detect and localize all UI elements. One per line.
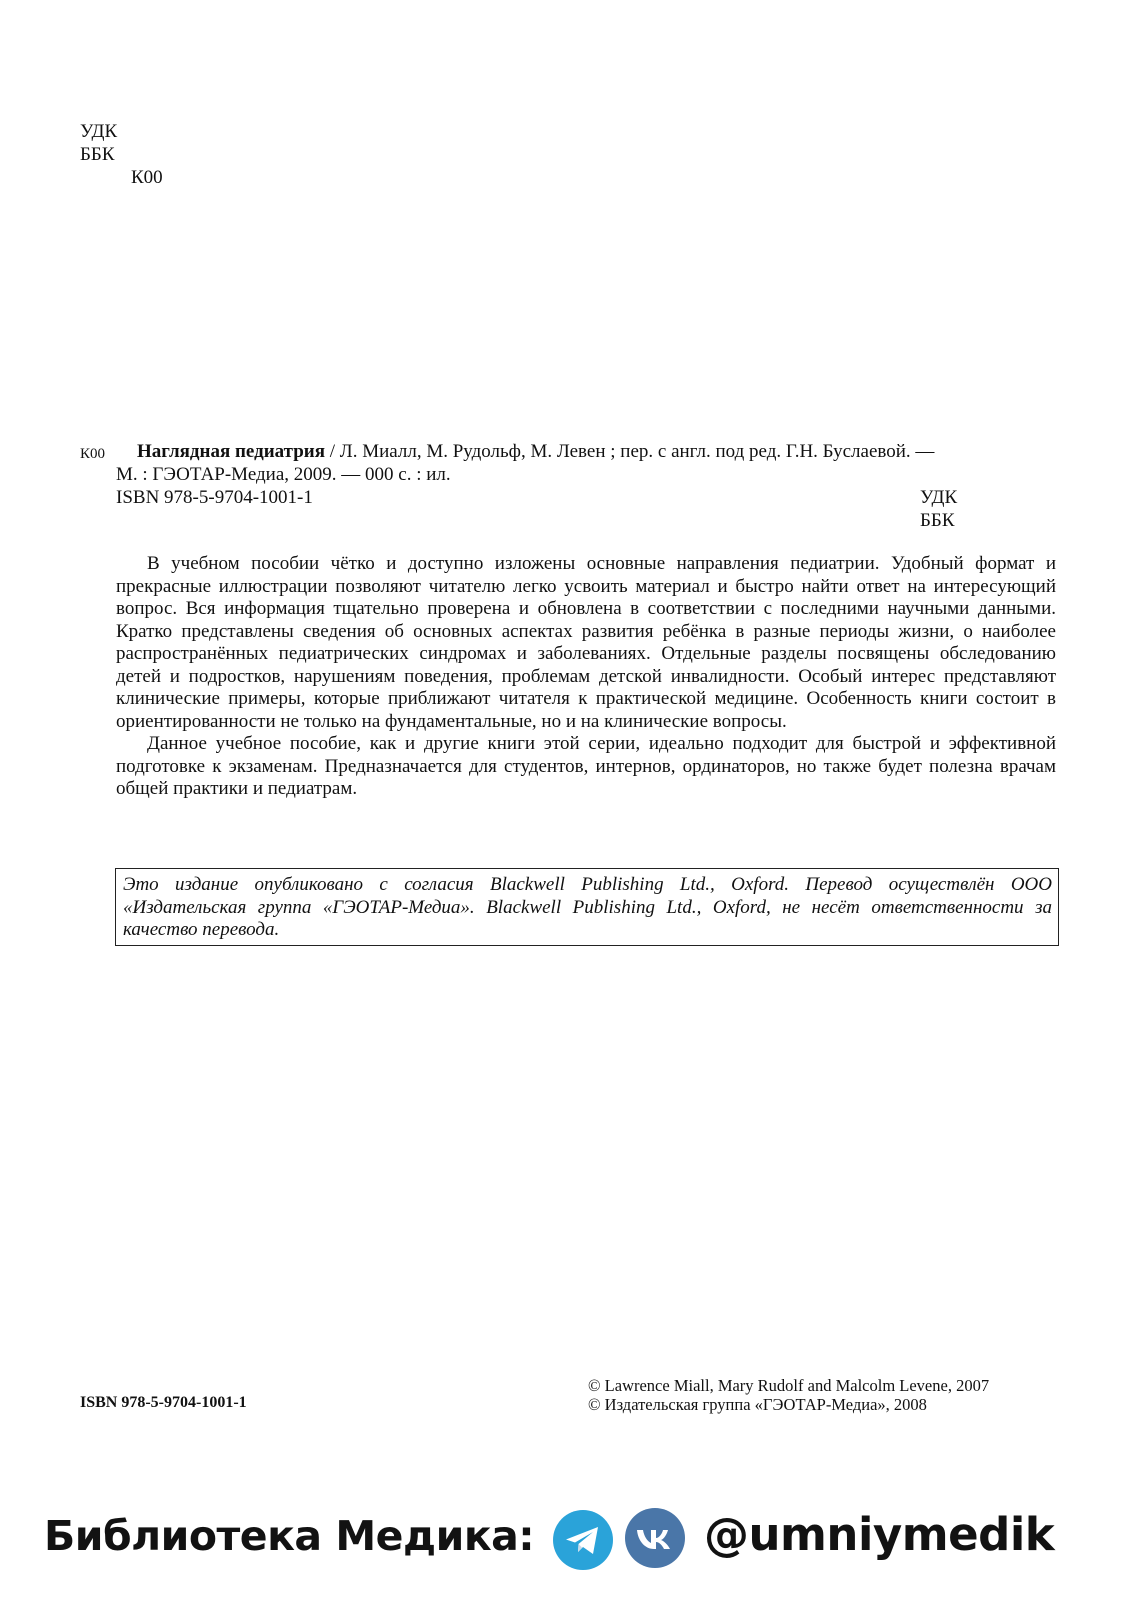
biblio-line-3: [116, 486, 1056, 509]
book-title: Наглядная педиатрия: [137, 441, 326, 462]
bibliographic-record: [116, 440, 1056, 532]
bbk-label: ББК: [80, 144, 115, 165]
biblio-line-2: М. : ГЭОТАР-Медиа, 2009. — 000 с. : ил.: [116, 464, 451, 485]
annotation: [116, 553, 1056, 801]
copyright-translation: © Издательская группа «ГЭОТАР-Медиа», 2008: [588, 1395, 927, 1414]
library-label: Библиотека Медика:: [44, 1512, 535, 1560]
annotation-paragraph-2: Данное учебное пособие, как и другие книги этой серии, идеально подходит для быстрой и эффективной подготовке к экзаменам. Предназначается для студентов, интернов, ординаторов, но также будет полезна врачам общей практики и педиатрам.: [116, 733, 1056, 799]
biblio-line-1: [137, 440, 1056, 463]
publication-notice-box: Это издание опубликовано с согласия Blackwell Publishing Ltd., Oxford. Перевод осуществлён ООО «Издательская группа «ГЭОТАР-Медиа». Blackwell Publishing Ltd., Oxford, не несёт ответственности за качество перевода.: [115, 868, 1059, 946]
channel-handle[interactable]: @umniymedik: [704, 1508, 1055, 1561]
bottom-isbn: ISBN 978-5-9704-1001-1: [80, 1394, 247, 1411]
biblio-isbn: ISBN 978-5-9704-1001-1: [116, 487, 313, 508]
biblio-authors: / Л. Миалл, М. Рудольф, М. Левен ; пер. с англ. под ред. Г.Н. Буслаевой. —: [325, 441, 935, 462]
copyright-original: © Lawrence Miall, Mary Rudolf and Malcolm Levene, 2007: [588, 1376, 990, 1395]
header-codes: [80, 120, 163, 189]
biblio-author-mark: К00: [80, 446, 106, 462]
biblio-bbk: ББК: [920, 510, 955, 531]
biblio-line-4: [116, 509, 1056, 532]
vk-icon[interactable]: [625, 1508, 685, 1568]
telegram-icon[interactable]: [553, 1510, 613, 1570]
biblio-udk: УДК: [920, 487, 958, 508]
copyright-block: [588, 1376, 989, 1414]
annotation-paragraph-1: В учебном пособии чётко и доступно изложены основные направления педиатрии. Удобный формат и прекрасные иллюстрации позволяют читателю легко усвоить материал и быстро найти ответ на интересующий вопрос. Вся информация тщательно проверена и обновлена в соответствии с последними научными данными. Кратко представлены сведения об основных аспектах развития ребёнка в разные периоды жизни, о наиболее распространённых педиатрических синдромах и заболеваниях. Отдельные разделы посвящены обследованию детей и подростков, нарушениям поведения, проблемам детской инвалидности. Особый интерес представляют клинические примеры, которые приближают читателя к практической медицине. Особенность книги состоит в ориентированности не только на фундаментальные, но и на клинические вопросы.: [116, 553, 1056, 732]
biblio-classification: [920, 486, 1056, 509]
udk-label: УДК: [80, 121, 118, 142]
author-mark: К00: [131, 167, 163, 188]
footer-banner: [0, 1498, 1132, 1600]
